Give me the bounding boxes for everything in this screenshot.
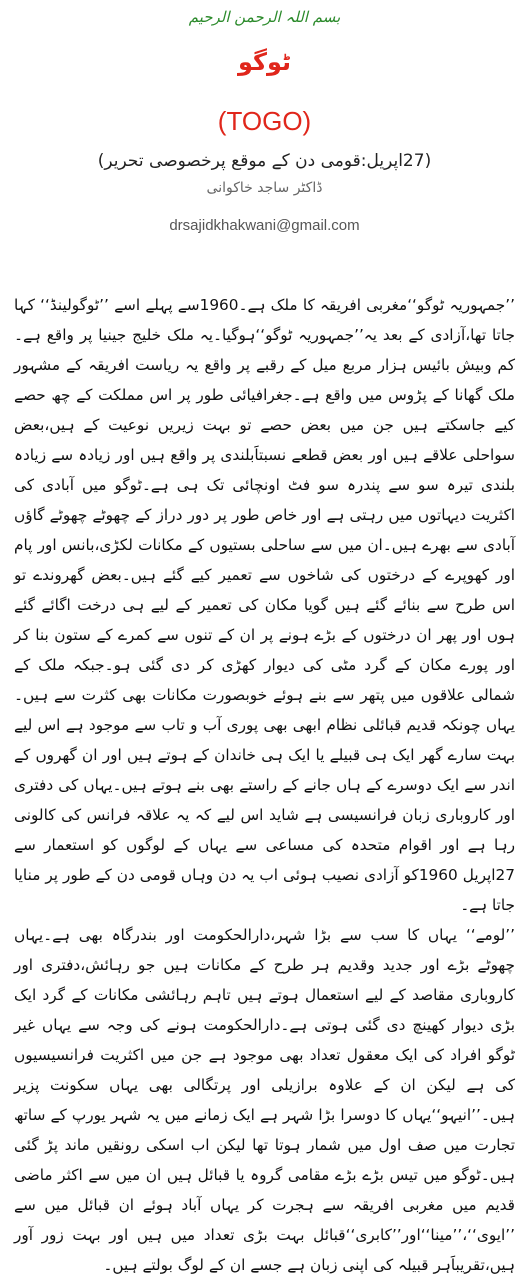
bismillah-heading: بسم اللہ الرحمن الرحیم xyxy=(188,8,341,26)
article-body xyxy=(14,290,515,1280)
author-email: drsajidkhakwani@gmail.com xyxy=(169,217,360,234)
article-paragraph-2: ’’لومے‘‘ یہاں کا سب سے بڑا شہر،دارالحکومت اور بندرگاہ بھی ہے۔یہاں چھوٹے بڑے اور جدید وقدیم ہر طرح کے مکانات ہیں جو رہائش،دفتری اور کاروباری مقاصد کے لیے استعمال ہوتے ہیں تاہم رہائشی مکانات کے گرد ایک بڑی دیوار کھینچ دی گئی ہوتی ہے۔دارالحکومت ہونے کی وجہ سے یہاں غیر ٹوگو افراد کی ایک معقول تعداد بھی موجود ہے جن میں اکثریت فرانسیسیوں کی ہے لیکن ان کے علاوہ برازیلی اور پرتگالی بھی یہاں سکونت پزیر ہیں۔’’انیہو‘‘یہاں کا دوسرا بڑا شہر ہے ایک زمانے میں یہ شہر یورپ کے ساتھ تجارت میں صف اول میں شمار ہوتا تھا لیکن اب اسکی رونقیں ماند پڑ گئی ہیں۔ٹوگو میں تیس بڑے بڑے مقامی گروہ یا قبائل ہیں ان میں سے اکثر ماضی قدیم میں مغربی افریقہ سے ہجرت کر یہاں آباد ہوئے ان قبائل میں سے ’’ایوی‘‘،’’مینا‘‘اور’’کابری‘‘قبائل بہت بڑی تعداد میں ہیں اور بہت زور آور ہیں،تقریباََہر قبیلہ کی اپنی زبان ہے جسے ان کے لوگ بولتے ہیں۔ xyxy=(14,926,515,1274)
author-name: ڈاکٹر ساجد خاکوانی xyxy=(206,180,323,196)
article-paragraph-1: ’’جمہوریہ ٹوگو‘‘مغربی افریقہ کا ملک ہے۔1960سے پہلے اسے ’’ٹوگولینڈ‘‘ کہا جاتا تھا،آزادی کے بعد یہ’’جمہوریہ ٹوگو‘‘ہوگیا۔یہ ملک خلیج جینیا پر واقع ہے۔کم وبیش بائیس ہزار مربع میل کے رقبے پر واقع یہ ریاست افریقہ کے مشہور ملک گھانا کے پڑوس میں واقع ہے۔جغرافیائی طور پر اس مملکت کے چھ حصے کیے جاسکتے ہیں جن میں بعض حصے تو بہت زیریں نوعیت کے ہیں،بعض سواحلی علاقے ہیں اور بعض قطعے نسبتاََبلندی پر واقع ہیں اور زیادہ سے زیادہ بلندی تیرہ سو سے پندرہ سو فٹ اونچائی تک ہی ہے۔ٹوگو میں آبادی کی اکثریت دیہاتوں میں رہتی ہے اور خاص طور پر دور دراز کے چھوٹے چھوٹے گاؤں آبادی سے بھرے ہیں۔ان میں سے ساحلی بستیوں کے مکانات لکڑی،بانس اور پام اور کھوپرے کے درختوں کی شاخوں سے تعمیر کیے گئے ہیں۔بعض گھروندے تو اس طرح سے بنائے گئے ہیں گویا مکان کی تعمیر کے لیے ہی درخت اگائے گئے ہوں اور پھر ان درختوں کے بڑے ہونے پر ان کے تنوں سے کمرے کے ستون بنا کر اور پورے مکان کے گرد مٹی کی دیوار کھڑی کر دی گئی ہو۔جبکہ ملک کے شمالی علاقوں میں پتھر سے بنے ہوئے خوبصورت مکانات بھی کثرت سے ہیں۔یہاں چونکہ قدیم قبائلی نظام ابھی بھی پوری آب و تاب سے موجود ہے اس لیے بہت سارے گھر ایک ہی قبیلے یا ایک ہی خاندان کے ہوتے ہیں اور ان گھروں کے اندر سے ایک دوسرے کے ہاں جانے کے راستے بھی بنے ہوتے ہیں۔یہاں کی دفتری اور کاروباری زبان فرانسیسی ہے شاید اس لیے کہ یہ علاقہ فرانس کی کالونی رہا ہے اور اقوام متحدہ کی مساعی سے یہاں کے لوگوں کو استعمار سے 27اپریل 1960کو آزادی نصیب ہوئی اب یہ دن وہاں قومی دن کے طور پر منایا جاتا ہے۔ xyxy=(14,296,516,914)
page-title-urdu: ٹوگو xyxy=(237,48,292,76)
page-subtitle: (27اپریل:قومی دن کے موقع پرخصوصی تحریر) xyxy=(97,151,432,171)
page-title-english: (TOGO) xyxy=(217,106,312,136)
